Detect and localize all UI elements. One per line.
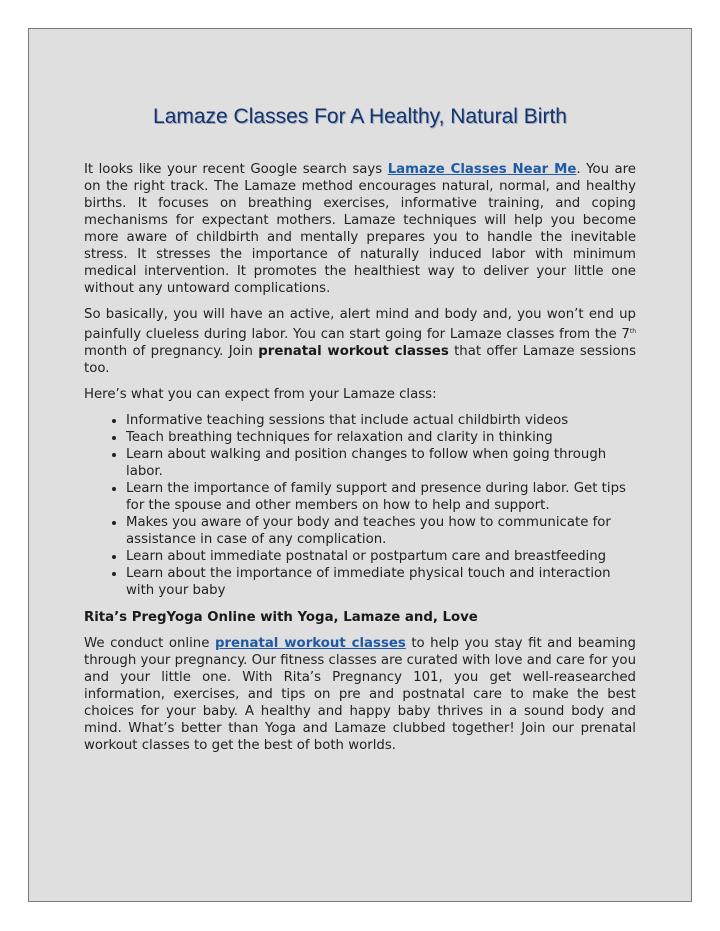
closing-text-end: to help you stay fit and beaming through your pregnancy. Our fitness classes are curated with love and care for you and your little one. With Rita’s Pregnancy 101, you get well-reasearched information, exercises, and tips on pre and postnatal care to make the best choices for your baby. A healthy and happy baby thrives in a sound body and mind. What’s better than Yoga and Lamaze clubbed together! Join our prenatal workout classes to get the best of both worlds. xyxy=(84,636,636,753)
document-page xyxy=(28,28,692,902)
intro-text-end: . You are on the right track. The Lamaze method encourages natural, normal, and healthy births. It focuses on breathing exercises, informative training, and coping mechanisms for expectant mothers. Lamaze techniques will help you become more aware of childbirth and mentally prepares you to handle the inevitable stress. It stresses the importance of naturally induced labor with minimum medical intervention. It promotes the healthiest way to deliver your little one without any untoward complications. xyxy=(84,162,636,296)
list-item: • Learn about walking and position changes to follow when going through labor. xyxy=(126,446,636,480)
list-item: • Learn the importance of family support and presence during labor. Get tips for the spouse and other members on how to help and support. xyxy=(126,480,636,514)
expectations-list xyxy=(84,412,636,599)
second-text-b: month of pregnancy. Join xyxy=(84,344,259,359)
list-item: • Makes you aware of your body and teaches you how to communicate for assistance in case of any complication. xyxy=(126,514,636,548)
intro-paragraph xyxy=(84,161,636,297)
list-item: • Informative teaching sessions that include actual childbirth videos xyxy=(126,412,636,429)
list-item: • Learn about immediate postnatal or postpartum care and breastfeeding xyxy=(126,548,636,565)
list-item: • Teach breathing techniques for relaxation and clarity in thinking xyxy=(126,429,636,446)
prenatal-classes-bold: prenatal workout classes xyxy=(258,344,449,359)
lamaze-classes-near-me-link[interactable]: Lamaze Classes Near Me xyxy=(387,162,577,177)
second-text-c: that offer Lamaze sessions too. xyxy=(84,344,637,376)
page-title: Lamaze Classes For A Healthy, Natural Birth xyxy=(153,105,567,128)
second-text-a: So basically, you will have an active, alert mind and body and, you won’t end up painfully clueless during labor. You can start going for Lamaze classes from the 7 xyxy=(84,307,636,342)
article-body xyxy=(84,161,636,763)
ordinal-suffix: th xyxy=(629,328,636,335)
second-paragraph xyxy=(84,306,636,377)
closing-paragraph xyxy=(84,635,636,754)
section-heading: Rita’s PregYoga Online with Yoga, Lamaze and, Love xyxy=(84,610,478,625)
list-item: • Learn about the importance of immediate physical touch and interaction with your baby xyxy=(126,565,636,599)
closing-text-start: We conduct online xyxy=(84,636,215,651)
list-intro: Here’s what you can expect from your Lamaze class: xyxy=(84,387,437,402)
intro-text-start: It looks like your recent Google search says xyxy=(84,162,388,177)
prenatal-workout-classes-link[interactable]: prenatal workout classes xyxy=(214,636,406,651)
